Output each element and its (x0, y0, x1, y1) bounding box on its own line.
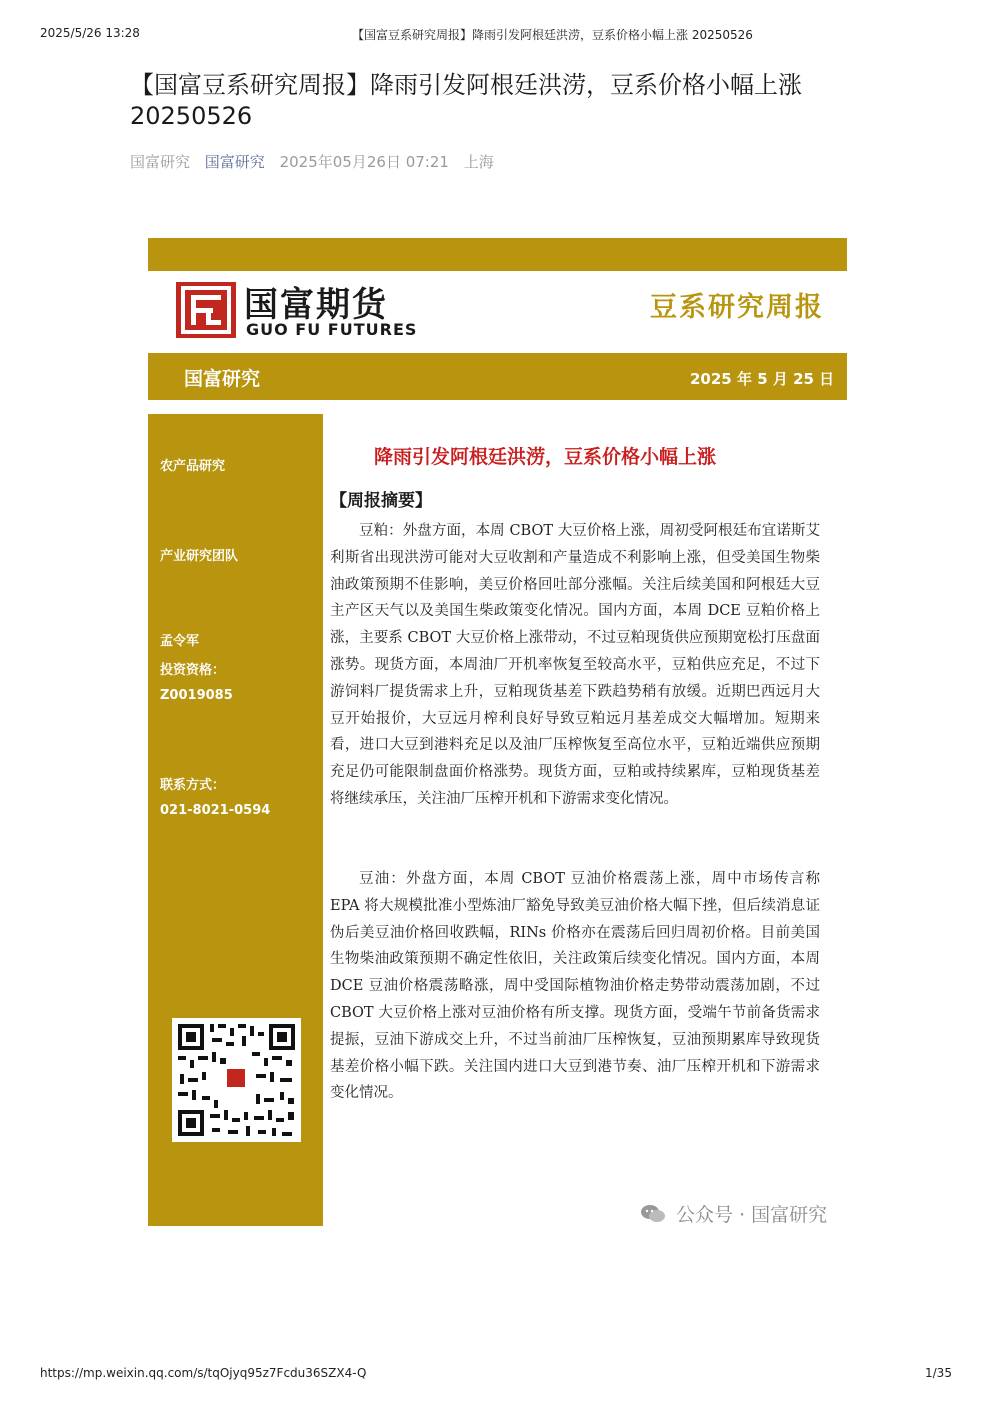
logo-english-name: GUO FU FUTURES (246, 320, 418, 339)
sidebar-phone: 021-8021-0594 (160, 803, 271, 818)
print-page-counter: 1/35 (925, 1366, 952, 1380)
article-title: 【国富豆系研究周报】降雨引发阿根廷洪涝，豆系价格小幅上涨 20250526 (130, 71, 802, 130)
account-link[interactable]: 国富研究 (204, 153, 265, 171)
report-headline: 降雨引发阿根廷洪涝，豆系价格小幅上涨 (374, 446, 717, 468)
report-name: 豆系研究周报 (650, 292, 824, 323)
soymeal-paragraph: 豆粕：外盘方面，本周 CBOT 大豆价格上涨，周初受阿根廷布宜诺斯艾利斯省出现洪涝可能对大豆收割和产量造成不利影响上涨，但受美国生物柴油政策预期不佳影响，美豆价格回吐部分涨幅。关注后续美国和阿根廷大豆主产区天气以及美国生柴政策变化情况。国内方面，本周 DCE 豆粕价格上涨，主要系 CBOT 大豆价格上涨带动，不过豆粕现货供应预期宽松打压盘面涨势。现货方面，本周油厂开机率恢复至较高水平，豆粕供应充足，不过下游饲料厂提货需求上升，豆粕现货基差下跌趋势稍有放缓。近期巴西远月大豆开始报价，大豆远月榨利良好导致豆粕远月基差成交大幅增加。短期来看，进口大豆到港料充足以及油厂压榨恢复至高位水平，豆粕近端供应预期充足仍可能限制盘面价格涨势。现货方面，豆粕或持续累库，豆粕现货基差将继续承压，关注油厂压榨开机和下游需求变化情况。 (330, 523, 820, 807)
watermark-text: 公众号 · 国富研究 (676, 1204, 828, 1226)
wechat-icon (640, 1204, 666, 1224)
sidebar-qual-id: Z0019085 (160, 688, 233, 703)
publish-location: 上海 (463, 153, 494, 171)
article-author: 国富研究 (130, 153, 191, 171)
qr-code-icon (172, 1018, 301, 1142)
abstract-heading: 【周报摘要】 (330, 491, 432, 511)
guofu-logo-icon (176, 282, 236, 338)
print-page-title: 【国富豆系研究周报】降雨引发阿根廷洪涝，豆系价格小幅上涨 20250526 (352, 28, 753, 42)
sidebar-team: 产业研究团队 (160, 549, 239, 564)
sidebar-qual-label: 投资资格： (160, 663, 226, 678)
sidebar-dept: 农产品研究 (160, 459, 226, 474)
sidebar-contact-label: 联系方式： (160, 778, 226, 793)
band-date: 2025 年 5 月 25 日 (690, 370, 835, 388)
band-title: 国富研究 (184, 368, 261, 390)
logo-chinese-name: 国富期货 (244, 285, 388, 325)
top-gold-bar (148, 238, 847, 271)
print-url: https://mp.weixin.qq.com/s/tqOjyq95z7Fcdu36SZX4-Q (40, 1366, 367, 1380)
publish-date: 2025年05月26日 07:21 (279, 153, 449, 171)
wechat-watermark (640, 1200, 827, 1227)
article-meta (130, 151, 504, 172)
print-timestamp: 2025/5/26 13:28 (40, 26, 140, 40)
soyoil-paragraph: 豆油：外盘方面，本周 CBOT 豆油价格震荡上涨，周中市场传言称 EPA 将大规模批准小型炼油厂豁免导致美豆油价格大幅下挫，但后续消息证伪后美豆油价格回收跌幅，RINs 价格亦在震荡后回归周初价格。目前美国生物柴油政策预期不确定性依旧，关注政策后续变化情况。国内方面，本周 DCE 豆油价格震荡略涨，周中受国际植物油价格走势带动震荡加剧，不过 CBOT 大豆价格上涨对豆油价格有所支撑。现货方面，受端午节前备货需求提振，豆油下游成交上升，不过当前油厂压榨恢复，豆油预期累库导致现货基差价格小幅下跌。关注国内进口大豆到港节奏、油厂压榨开机和下游需求变化情况。 (330, 871, 820, 1102)
sidebar-analyst: 孟令军 (160, 634, 200, 649)
